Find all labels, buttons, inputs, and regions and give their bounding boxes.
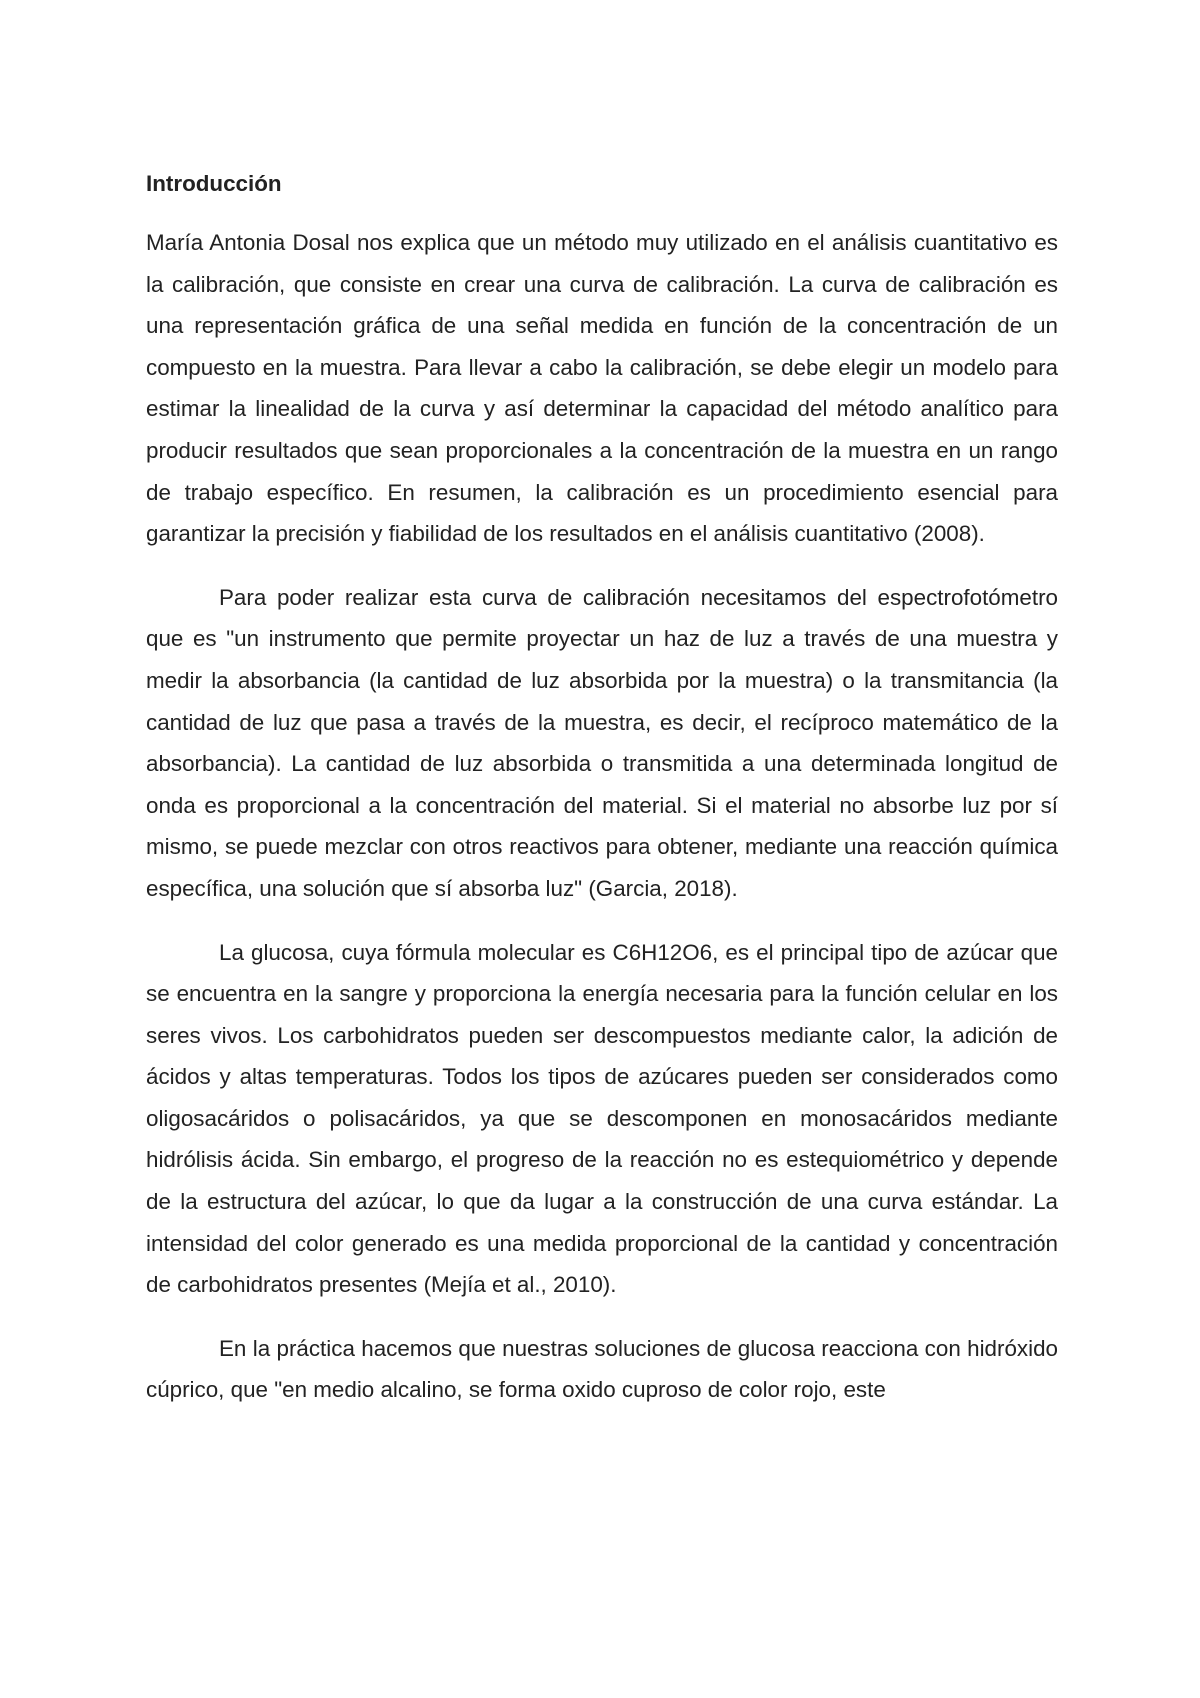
paragraph-intro: María Antonia Dosal nos explica que un método muy utilizado en el análisis cuantitativo es la calibración, que consiste en crear una curva de calibración. La curva de calibración es una representación gráfica de una señal medida en función de la concentración de un compuesto en la muestra. Para llevar a cabo la calibración, se debe elegir un modelo para estimar la linealidad de la curva y así determinar la capacidad del método analítico para producir resultados que sean proporcionales a la concentración de la muestra en un rango de trabajo específico. En resumen, la calibración es un procedimiento esencial para garantizar la precisión y fiabilidad de los resultados en el análisis cuantitativo (2008). [146, 230, 1058, 547]
paragraph-spectrophotometer: Para poder realizar esta curva de calibración necesitamos del espectrofotómetro que es "un instrumento que permite proyectar un haz de luz a través de una muestra y medir la absorbancia (la cantidad de luz absorbida por la muestra) o la transmitancia (la cantidad de luz que pasa a través de la muestra, es decir, el recíproco matemático de la absorbancia). La cantidad de luz absorbida o transmitida a una determinada longitud de onda es proporcional a la concentración del material. Si el material no absorbe luz por sí mismo, se puede mezclar con otros reactivos para obtener, mediante una reacción química específica, una solución que sí absorba luz" (Garcia, 2018). [146, 584, 1058, 901]
paragraph-glucose: La glucosa, cuya fórmula molecular es C6H12O6, es el principal tipo de azúcar que se encuentra en la sangre y proporciona la energía necesaria para la función celular en los seres vivos. Los carbohidratos pueden ser descompuestos mediante calor, la adición de ácidos y altas temperaturas. Todos los tipos de azúcares pueden ser considerados como oligosacáridos o polisacáridos, ya que se descomponen en monosacáridos mediante hidrólisis ácida. Sin embargo, el progreso de la reacción no es estequiométrico y depende de la estructura del azúcar, lo que da lugar a la construcción de una curva estándar. La intensidad del color generado es una medida proporcional de la cantidad y concentración de carbohidratos presentes (Mejía et al., 2010). [146, 939, 1058, 1298]
paragraph-practice: En la práctica hacemos que nuestras soluciones de glucosa reacciona con hidróxido cúprico, que "en medio alcalino, se forma oxido cuproso de color rojo, este [146, 1335, 1058, 1403]
document-body [146, 168, 1058, 1433]
section-heading: Introducción [146, 171, 282, 196]
